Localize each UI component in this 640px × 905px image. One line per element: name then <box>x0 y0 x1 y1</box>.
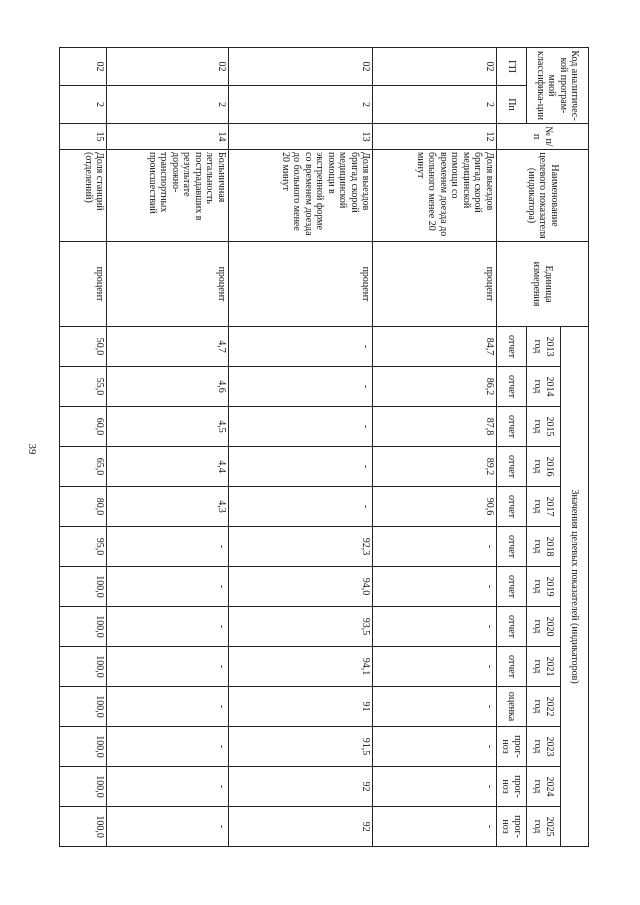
value-cell: - <box>373 607 497 647</box>
gp-header: ГП <box>497 48 527 86</box>
year-header: 2015 год <box>527 407 561 447</box>
status-header: отчет <box>497 607 527 647</box>
value-cell: - <box>228 447 372 487</box>
indicator-table-container <box>59 47 589 847</box>
year-header: 2022 год <box>527 687 561 727</box>
table-body <box>60 48 497 847</box>
status-header: прог-ноз <box>497 767 527 807</box>
value-cell: - <box>373 527 497 567</box>
value-cell: - <box>107 767 229 807</box>
page-number: 39 <box>26 443 38 455</box>
status-header: отчет <box>497 487 527 527</box>
value-cell: - <box>107 727 229 767</box>
value-cell: 89,2 <box>373 447 497 487</box>
value-cell: - <box>107 647 229 687</box>
name-header: Наименование целевого показателя (индикатора) <box>497 150 589 242</box>
value-cell: - <box>373 807 497 847</box>
pp-cell: 2 <box>228 86 372 124</box>
year-header: 2016 год <box>527 447 561 487</box>
value-cell: - <box>107 687 229 727</box>
year-header: 2019 год <box>527 567 561 607</box>
num-cell: 13 <box>228 124 372 150</box>
pp-cell: 2 <box>373 86 497 124</box>
value-cell: - <box>228 407 372 447</box>
year-header: 2021 год <box>527 647 561 687</box>
value-cell: 100,0 <box>60 807 107 847</box>
unit-cell: процент <box>373 242 497 327</box>
value-cell: 95,0 <box>60 527 107 567</box>
table-row <box>107 48 229 847</box>
value-cell: 100,0 <box>60 687 107 727</box>
status-header: отчет <box>497 647 527 687</box>
table-row <box>60 48 107 847</box>
indicator-name-cell: Доля выездов бригад скорой медицинской помощи со временем доезда до больного менее 20 минут <box>373 150 497 242</box>
value-cell: 84,7 <box>373 327 497 367</box>
value-cell: 90,6 <box>373 487 497 527</box>
year-header: 2024 год <box>527 767 561 807</box>
value-cell: 91,5 <box>228 727 372 767</box>
unit-header: Единица измерения <box>497 242 589 327</box>
status-header: отчет <box>497 447 527 487</box>
status-header: прог-ноз <box>497 727 527 767</box>
value-cell: 4,5 <box>107 407 229 447</box>
pp-cell: 2 <box>107 86 229 124</box>
values-header: Значения целевых показателей (индикаторов) <box>561 327 589 847</box>
year-header: 2014 год <box>527 367 561 407</box>
value-cell: - <box>228 487 372 527</box>
year-header: 2020 год <box>527 607 561 647</box>
value-cell: 87,8 <box>373 407 497 447</box>
value-cell: 100,0 <box>60 607 107 647</box>
value-cell: 100,0 <box>60 567 107 607</box>
indicator-table <box>59 47 589 847</box>
status-header: отчет <box>497 567 527 607</box>
unit-cell: процент <box>228 242 372 327</box>
table-row <box>228 48 372 847</box>
unit-cell: процент <box>107 242 229 327</box>
value-cell: - <box>107 567 229 607</box>
value-cell: - <box>107 807 229 847</box>
value-cell: 4,6 <box>107 367 229 407</box>
gp-cell: 02 <box>373 48 497 86</box>
value-cell: 4,4 <box>107 447 229 487</box>
value-cell: 100,0 <box>60 727 107 767</box>
gp-cell: 02 <box>107 48 229 86</box>
year-header: 2013 год <box>527 327 561 367</box>
value-cell: 100,0 <box>60 647 107 687</box>
status-header: оценка <box>497 687 527 727</box>
value-cell: 94,1 <box>228 647 372 687</box>
value-cell: 50,0 <box>60 327 107 367</box>
table-row <box>373 48 497 847</box>
value-cell: 4,7 <box>107 327 229 367</box>
value-cell: - <box>373 727 497 767</box>
value-cell: - <box>107 527 229 567</box>
value-cell: - <box>373 767 497 807</box>
value-cell: 4,3 <box>107 487 229 527</box>
num-header: № п/п <box>497 124 589 150</box>
value-cell: 92 <box>228 767 372 807</box>
indicator-name-cell: Больничная летальность пострадавших в результате дорожно-транспортных происшествий <box>107 150 229 242</box>
value-cell: - <box>228 327 372 367</box>
code-header: Код аналитичес-кой програм-мной классифика-ции <box>527 48 589 124</box>
num-cell: 12 <box>373 124 497 150</box>
value-cell: - <box>107 607 229 647</box>
pp-header: Пп <box>497 86 527 124</box>
pp-cell: 2 <box>60 86 107 124</box>
indicator-name-cell: Доля станций (отделений) <box>60 150 107 242</box>
value-cell: 93,5 <box>228 607 372 647</box>
status-header: отчет <box>497 367 527 407</box>
value-cell: 94,0 <box>228 567 372 607</box>
status-header: отчет <box>497 407 527 447</box>
value-cell: - <box>228 367 372 407</box>
value-cell: - <box>373 647 497 687</box>
value-cell: 86,2 <box>373 367 497 407</box>
value-cell: - <box>373 567 497 607</box>
value-cell: 91 <box>228 687 372 727</box>
value-cell: - <box>373 687 497 727</box>
gp-cell: 02 <box>228 48 372 86</box>
unit-cell: процент <box>60 242 107 327</box>
num-cell: 14 <box>107 124 229 150</box>
value-cell: 65,0 <box>60 447 107 487</box>
year-header: 2023 год <box>527 727 561 767</box>
gp-cell: 02 <box>60 48 107 86</box>
status-header: отчет <box>497 527 527 567</box>
indicator-name-cell: Доля выездов бригад скорой медицинской помощи в экстренной форме со временем доезда до больного менее 20 минут <box>228 150 372 242</box>
value-cell: 80,0 <box>60 487 107 527</box>
num-cell: 15 <box>60 124 107 150</box>
year-header: 2025 год <box>527 807 561 847</box>
status-header: отчет <box>497 327 527 367</box>
year-header: 2018 год <box>527 527 561 567</box>
value-cell: 55,0 <box>60 367 107 407</box>
value-cell: 60,0 <box>60 407 107 447</box>
status-header: прог-ноз <box>497 807 527 847</box>
value-cell: 92,3 <box>228 527 372 567</box>
year-header: 2017 год <box>527 487 561 527</box>
value-cell: 100,0 <box>60 767 107 807</box>
value-cell: 92 <box>228 807 372 847</box>
